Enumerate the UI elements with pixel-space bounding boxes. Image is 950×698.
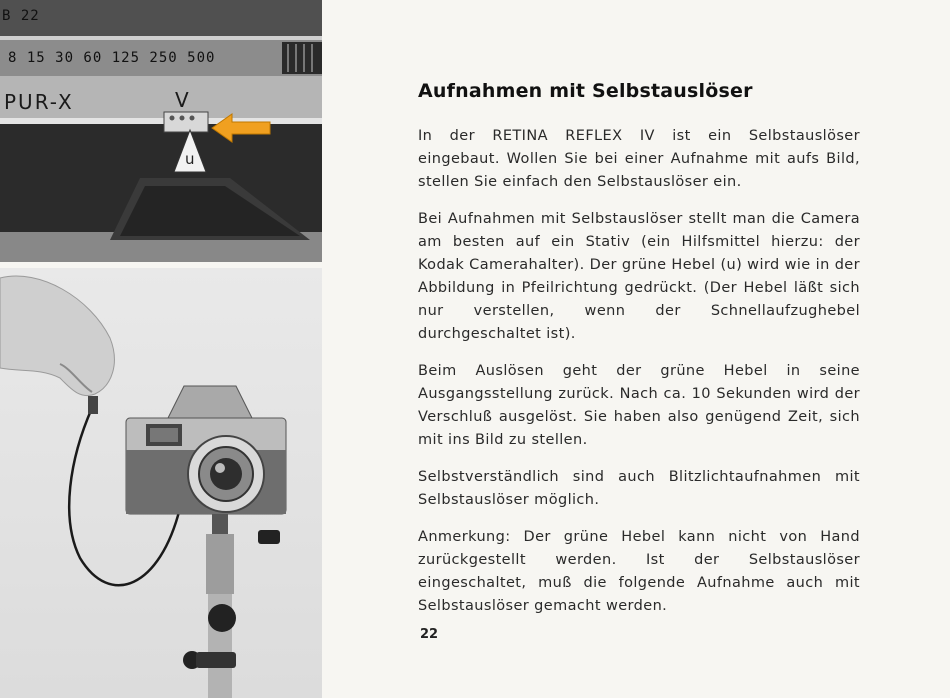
article — [418, 80, 860, 632]
shutter-detail-drawing — [0, 0, 322, 262]
camera-tripod-photo — [0, 268, 322, 698]
paragraph-release: Beim Auslösen geht der grüne Hebel in seine Ausgangsstellung zurück. Nach ca. 10 Sekunden wird der Verschluß ausgelöst. Sie haben also genügend Zeit, sich mit ins Bild zu stellen. — [418, 363, 860, 448]
paragraph-flash: Selbstverständlich sind auch Blitzlichtaufnahmen mit Selbstauslöser möglich. — [418, 469, 860, 508]
scale-upper-fragment: B 22 — [2, 8, 40, 24]
camera-tripod-drawing — [0, 268, 322, 698]
lever-label: u — [185, 150, 195, 168]
article-heading: Aufnahmen mit Selbstauslöser — [418, 80, 753, 102]
paragraph-tripod: Bei Aufnahmen mit Selbstauslöser stellt man die Camera am besten auf ein Stativ (ein Hilfsmittel hierzu: der Kodak Camerahalter). Der grüne Hebel (u) wird wie in der Abbildung in Pfeilrichtung gedrückt. (Der Hebel läßt sich nur verstellen, wenn der Schnellaufzughebel durchgeschaltet ist). — [418, 211, 860, 342]
shutter-detail-photo — [0, 0, 322, 262]
page-number: 22 — [420, 627, 439, 642]
mode-mark: PUR-X — [4, 90, 74, 114]
paragraph-note: Anmerkung: Der grüne Hebel kann nicht von Hand zurückgestellt werden. Ist der Selbstauslöser eingeschaltet, muß die folgende Aufnahme auch mit Selbstauslöser gemacht werden. — [418, 529, 860, 614]
shutter-speed-scale: 8 15 30 60 125 250 500 — [8, 50, 216, 66]
setting-mark: V — [175, 88, 191, 112]
paragraph-intro: In der RETINA REFLEX IV ist ein Selbstauslöser eingebaut. Wollen Sie bei einer Aufnahme mit aufs Bild, stellen Sie einfach den Selbstauslöser ein. — [418, 128, 860, 190]
